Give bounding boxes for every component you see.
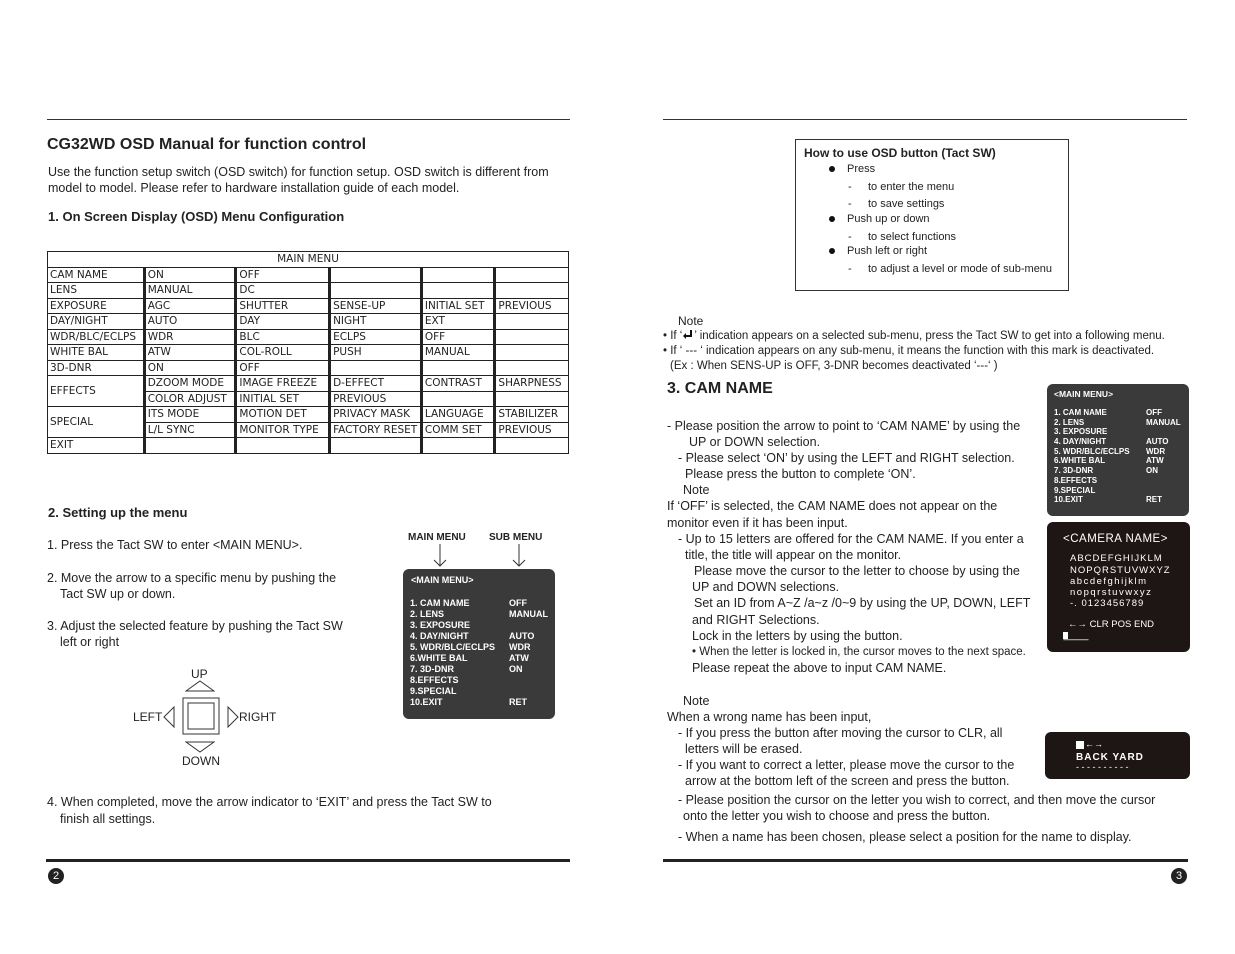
button-square-icon bbox=[182, 697, 220, 735]
body-text: Note bbox=[683, 483, 710, 497]
body-text: If ‘OFF’ is selected, the CAM NAME does not appear on the bbox=[667, 499, 998, 513]
body-text: onto the letter you wish to choose and press the button. bbox=[683, 809, 991, 823]
osd-main-menu: <MAIN MENU> 1. CAM NAME OFF 2. LENS MANUAL 3. EXPOSURE 4. DAY/NIGHT AUTO 5. WDR/BLC/ECLPS WDR 6.WHITE BAL ATW 7. 3D-DNR ON 8.EFFECTS 9.SPECIAL 10.EXIT RET bbox=[403, 569, 555, 719]
section-heading: 1. On Screen Display (OSD) Menu Configuration bbox=[48, 209, 345, 224]
body-text: UP or DOWN selection. bbox=[689, 435, 821, 449]
arrow-right-icon bbox=[227, 706, 239, 728]
dir-up-label: UP bbox=[191, 667, 208, 681]
body-text: - Up to 15 letters are offered for the CAM NAME. If you enter a bbox=[678, 532, 1024, 546]
body-text: - Please select ‘ON’ by using the LEFT and RIGHT selection. bbox=[678, 451, 1015, 465]
table-row: WDR/BLC/ECLPS WDR BLC ECLPS OFF bbox=[48, 329, 569, 345]
table-row: EXIT bbox=[48, 438, 569, 454]
table-row: WHITE BAL ATW COL-ROLL PUSH MANUAL bbox=[48, 345, 569, 361]
table-row: EXPOSURE AGC SHUTTER SENSE-UP INITIAL SET PREVIOUS bbox=[48, 298, 569, 314]
table-row: L/L SYNC MONITOR TYPE FACTORY RESET COMM SET PREVIOUS bbox=[48, 422, 569, 438]
table-row: SPECIAL ITS MODE MOTION DET PRIVACY MASK LANGUAGE STABILIZER bbox=[48, 407, 569, 423]
intro-text: model to model. Please refer to hardware installation guide of each model. bbox=[48, 181, 460, 195]
arrow-left-icon bbox=[163, 706, 175, 728]
table-row: EFFECTS DZOOM MODE IMAGE FREEZE D-EFFECT CONTRAST SHARPNESS bbox=[48, 376, 569, 392]
page-title: CG32WD OSD Manual for function control bbox=[47, 136, 367, 153]
main-menu-label: MAIN MENU bbox=[408, 532, 466, 543]
body-text: Please move the cursor to the letter to choose by using the bbox=[694, 564, 1020, 578]
section-heading: 3. CAM NAME bbox=[667, 380, 773, 397]
bottom-rule-left bbox=[46, 859, 570, 862]
intro-text: Use the function setup switch (OSD switch) for function setup. OSD switch is different from bbox=[48, 165, 549, 179]
table-row: LENS MANUAL DC bbox=[48, 283, 569, 299]
body-text: - If you press the button after moving the cursor to CLR, all bbox=[678, 726, 1003, 740]
body-text: • When the letter is locked in, the cursor moves to the next space. bbox=[692, 646, 1026, 658]
step-text: finish all settings. bbox=[60, 812, 156, 826]
body-text: - Please position the arrow to point to ‘CAM NAME’ by using the bbox=[667, 419, 1021, 433]
top-rule-right bbox=[663, 119, 1187, 120]
note-label: Note bbox=[678, 314, 704, 328]
body-text: monitor even if it has been input. bbox=[667, 516, 848, 530]
table-row: DAY/NIGHT AUTO DAY NIGHT EXT bbox=[48, 314, 569, 330]
note-text: • If ‘ ’ indication appears on a selected sub-menu, press the Tact SW to get into a following menu. bbox=[663, 330, 1165, 342]
body-text: Note bbox=[683, 694, 710, 708]
step-text: 3. Adjust the selected feature by pushing the Tact SW bbox=[47, 619, 343, 633]
sub-menu-label: SUB MENU bbox=[489, 532, 543, 543]
body-text: - When a name has been chosen, please select a position for the name to display. bbox=[678, 830, 1132, 844]
body-text: Set an ID from A~Z /a~z /0~9 by using the UP, DOWN, LEFT bbox=[694, 596, 1031, 610]
table-row: CAM NAME ON OFF bbox=[48, 267, 569, 283]
step-text: 1. Press the Tact SW to enter <MAIN MENU>. bbox=[47, 538, 303, 552]
body-text: - Please position the cursor on the letter you wish to correct, and then move the cursor bbox=[678, 793, 1156, 807]
top-rule-left bbox=[47, 119, 570, 120]
cursor-block bbox=[1076, 741, 1084, 749]
body-text: title, the title will appear on the monitor. bbox=[685, 548, 902, 562]
dir-down-label: DOWN bbox=[182, 754, 220, 768]
page-number: 3 bbox=[1171, 868, 1187, 884]
table-row: 3D-DNR ON OFF bbox=[48, 360, 569, 376]
note-text: • If ‘ --- ‘ indication appears on any sub-menu, it means the function with this mark is deactivated. bbox=[663, 345, 1155, 357]
note-text: (Ex : When SENS-UP is OFF, 3-DNR becomes deactivated ‘---‘ ) bbox=[670, 360, 998, 372]
arrow-down-icon bbox=[185, 741, 215, 753]
table-row: COLOR ADJUST INITIAL SET PREVIOUS bbox=[48, 391, 569, 407]
arrow-down-icon bbox=[511, 544, 527, 568]
step-text: 4. When completed, move the arrow indicator to ‘EXIT’ and press the Tact SW to bbox=[47, 795, 492, 809]
body-text: Please repeat the above to input CAM NAME. bbox=[692, 661, 947, 675]
osd-camera-name: <CAMERA NAME> ABCDEFGHIJKLM NOPQRSTUVWXYZ abcdefghijklm nopqrstuvwxyz -. 0123456789 ←→ CLR POS END --------------- bbox=[1047, 522, 1190, 652]
enter-icon bbox=[682, 329, 694, 339]
how-to-box: How to use OSD button (Tact SW) Press - to enter the menu - to save settings Push up or down - to select functions Push left or right - to adjust a level or mode of sub-menu bbox=[795, 139, 1069, 291]
osd-main-menu-small: <MAIN MENU> 1. CAM NAME OFF 2. LENS MANUAL 3. EXPOSURE 4. DAY/NIGHT AUTO 5. WDR/BLC/ECLPS WDR 6.WHITE BAL ATW 7. 3D-DNR ON 8.EFFECTS 9.SPECIAL 10.EXIT RET bbox=[1047, 384, 1189, 516]
dir-right-label: RIGHT bbox=[239, 710, 277, 724]
body-text: letters will be erased. bbox=[685, 742, 803, 756]
bottom-rule-right bbox=[663, 859, 1188, 862]
dir-left-label: LEFT bbox=[133, 710, 163, 724]
step-text: left or right bbox=[60, 635, 120, 649]
body-text: When a wrong name has been input, bbox=[667, 710, 872, 724]
section-heading: 2. Setting up the menu bbox=[48, 505, 188, 520]
body-text: UP and DOWN selections. bbox=[692, 580, 840, 594]
body-text: and RIGHT Selections. bbox=[692, 613, 820, 627]
arrow-up-icon bbox=[185, 680, 215, 692]
osd-back-yard: ←→ BACK YARD - - - - - - - - - - bbox=[1045, 732, 1190, 779]
table-header: MAIN MENU bbox=[48, 252, 569, 268]
page-number: 2 bbox=[48, 868, 64, 884]
step-text: 2. Move the arrow to a specific menu by pushing the bbox=[47, 571, 337, 585]
arrow-down-icon bbox=[432, 544, 448, 568]
main-menu-table bbox=[47, 251, 569, 454]
body-text: Please press the button to complete ‘ON’. bbox=[685, 467, 916, 481]
body-text: arrow at the bottom left of the screen and press the button. bbox=[685, 774, 1010, 788]
step-text: Tact SW up or down. bbox=[60, 587, 176, 601]
body-text: - If you want to correct a letter, please move the cursor to the bbox=[678, 758, 1015, 772]
body-text: Lock in the letters by using the button. bbox=[692, 629, 903, 643]
